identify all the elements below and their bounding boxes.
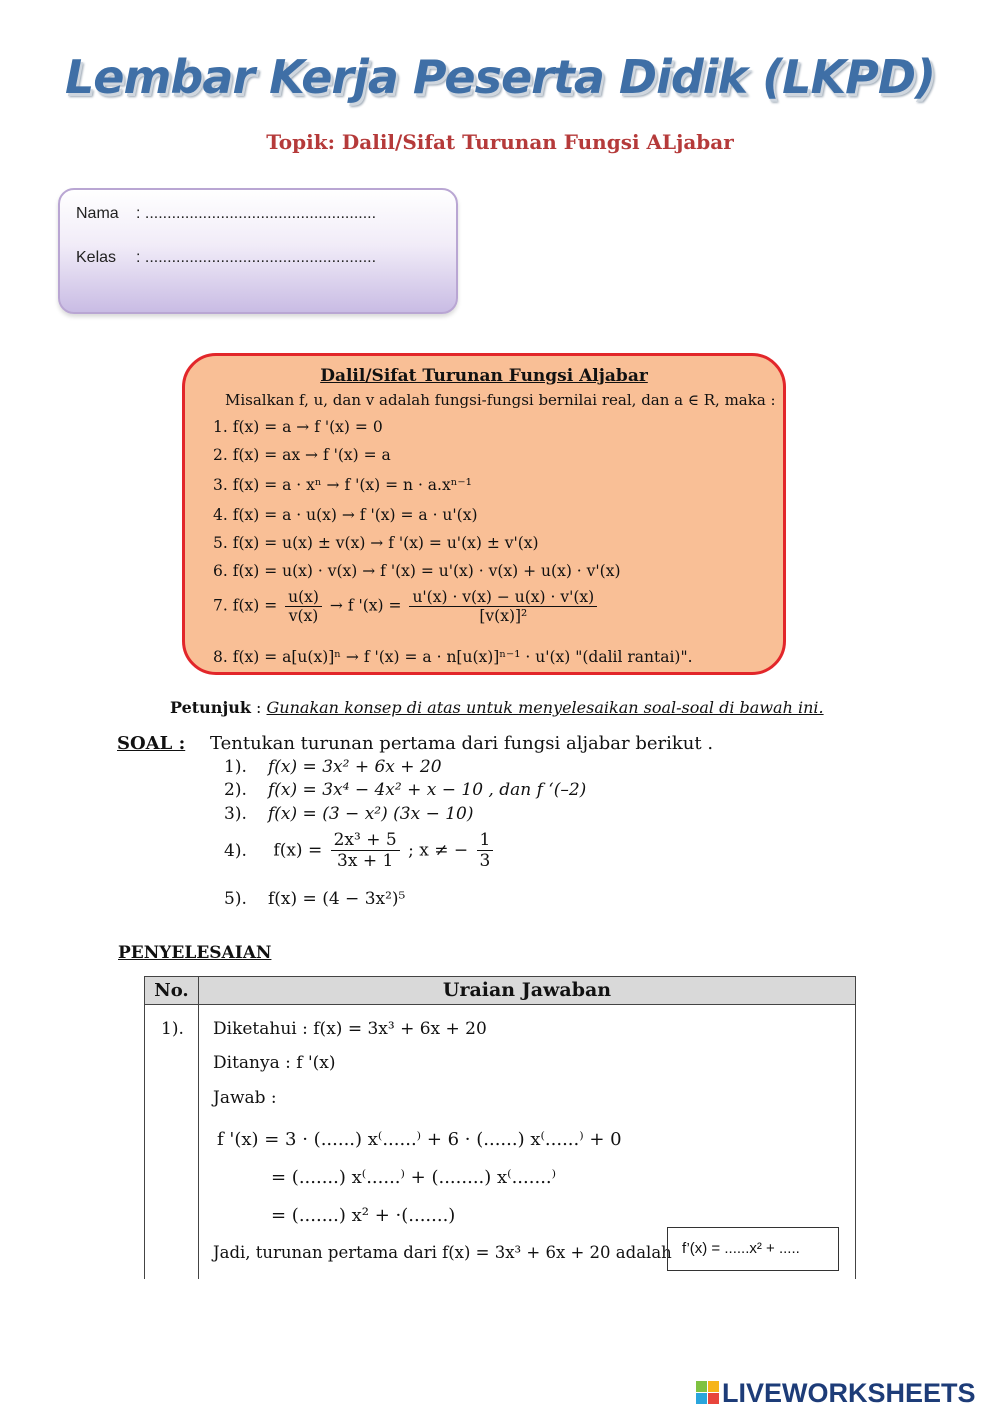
- q4-fraction: [331, 830, 400, 871]
- worksheet-title: Lembar Kerja Peserta Didik (LKPD): [64, 50, 936, 104]
- penyelesaian-heading: PENYELESAIAN: [118, 943, 272, 963]
- rule-item: 8. f(x) = a[u(x)]ⁿ → f '(x) = a · n[u(x)]ⁿ⁻¹ · u'(x) "(dalil rantai)".: [213, 648, 693, 666]
- rule-item: 3. f(x) = a · xⁿ → f '(x) = n · a.xⁿ⁻¹: [213, 476, 472, 494]
- question-number: 2).: [224, 780, 247, 800]
- student-identity-box: [58, 188, 458, 314]
- q4-numerator: 2x³ + 5: [331, 830, 400, 851]
- question-item: [224, 804, 474, 824]
- rule7-mid: → f '(x) =: [329, 596, 402, 615]
- liveworksheets-logo: [696, 1378, 976, 1409]
- solution-step-1[interactable]: f '(x) = 3 · (......) x⁽......⁾ + 6 · (......) x⁽......⁾ + 0: [217, 1129, 622, 1150]
- column-divider: [198, 1004, 199, 1279]
- final-answer-box[interactable]: f’(x) = ......x² + .....: [667, 1227, 839, 1271]
- question-item: [224, 757, 442, 777]
- soal-label: SOAL :: [117, 733, 186, 754]
- question-text: f(x) = (4 − 3x²)⁵: [268, 889, 406, 909]
- rule-item: 6. f(x) = u(x) · v(x) → f '(x) = u'(x) · v(x) + u(x) · v'(x): [213, 562, 621, 580]
- liveworksheets-icon: [696, 1381, 720, 1405]
- instruction-line: [170, 698, 824, 717]
- nama-label: Nama: [76, 205, 119, 222]
- header-uraian: Uraian Jawaban: [442, 979, 612, 1001]
- table-header: [145, 977, 855, 1005]
- worksheet-topic: Topik: Dalil/Sifat Turunan Fungsi ALjabar: [266, 130, 734, 154]
- petunjuk-label: Petunjuk: [170, 698, 251, 717]
- liveworksheets-text: LIVEWORKSHEETS: [722, 1378, 976, 1408]
- rule-item: 4. f(x) = a · u(x) → f '(x) = a · u'(x): [213, 506, 478, 524]
- question-text: f(x) = (3 − x²) (3x − 10): [268, 804, 474, 824]
- nama-field[interactable]: : ....................................................: [136, 205, 377, 222]
- soal-instruction: Tentukan turunan pertama dari fungsi aljabar berikut .: [210, 733, 714, 754]
- rule7-den2: [v(x)]²: [479, 607, 528, 625]
- question-item: [224, 889, 405, 909]
- rule-item: 1. f(x) = a → f '(x) = 0: [213, 418, 383, 436]
- solution-step-2[interactable]: = (.......) x⁽......⁾ + (........) x⁽.......⁾: [271, 1167, 557, 1188]
- question-number: 1).: [224, 757, 247, 777]
- rules-title: Dalil/Sifat Turunan Fungsi Aljabar: [320, 366, 648, 386]
- rule-item: 2. f(x) = ax → f '(x) = a: [213, 446, 391, 464]
- rule7-num1: u(x): [285, 588, 322, 607]
- rule7-prefix: 7. f(x) =: [213, 596, 278, 615]
- q4-prefix: f(x) =: [273, 840, 323, 861]
- q4-cond-den: 3: [479, 851, 491, 871]
- conclusion-line: Jadi, turunan pertama dari f(x) = 3x³ + 6x + 20 adalah: [213, 1243, 672, 1262]
- question-item: [224, 830, 496, 871]
- derivative-rules-box: [182, 353, 786, 675]
- nama-row: [76, 205, 376, 223]
- rule-item-quotient: [213, 588, 600, 625]
- question-number: 5).: [224, 889, 247, 909]
- q4-condition: ; x ≠ −: [408, 840, 469, 861]
- ditanya-line: Ditanya : f '(x): [213, 1053, 336, 1073]
- rule7-fraction-left: [285, 588, 322, 625]
- petunjuk-separator: :: [250, 698, 267, 717]
- rule7-num2: u'(x) · v(x) − u(x) · v'(x): [409, 588, 597, 607]
- question-number: 3).: [224, 804, 247, 824]
- header-no: No.: [145, 977, 199, 1004]
- q4-condition-fraction: [477, 830, 494, 871]
- q4-denominator: 3x + 1: [337, 851, 394, 871]
- question-text: f(x) = 3x⁴ − 4x² + x − 10 , dan f ‘(–2): [268, 780, 587, 800]
- rule7-fraction-right: [409, 588, 597, 625]
- question-text: f(x) = 3x² + 6x + 20: [268, 757, 442, 777]
- rule-item: 5. f(x) = u(x) ± v(x) → f '(x) = u'(x) ± v'(x): [213, 534, 539, 552]
- solution-step-3[interactable]: = (.......) x² + ·(.......): [271, 1205, 456, 1226]
- rule7-den1: v(x): [288, 607, 319, 625]
- question-item: [224, 780, 586, 800]
- kelas-row: [76, 249, 376, 267]
- petunjuk-text: Gunakan konsep di atas untuk menyelesaikan soal-soal di bawah ini.: [266, 698, 824, 717]
- q4-cond-num: 1: [477, 830, 494, 851]
- answer-table: [144, 976, 856, 1279]
- rules-intro: Misalkan f, u, dan v adalah fungsi-fungsi bernilai real, dan a ∈ R, maka :: [225, 391, 776, 409]
- question-number: 4).: [224, 840, 247, 861]
- jawab-label: Jawab :: [213, 1088, 277, 1108]
- row-number: 1).: [161, 1019, 184, 1039]
- diketahui-line: Diketahui : f(x) = 3x³ + 6x + 20: [213, 1019, 487, 1039]
- kelas-field[interactable]: : ....................................................: [136, 249, 377, 266]
- kelas-label: Kelas: [76, 249, 117, 266]
